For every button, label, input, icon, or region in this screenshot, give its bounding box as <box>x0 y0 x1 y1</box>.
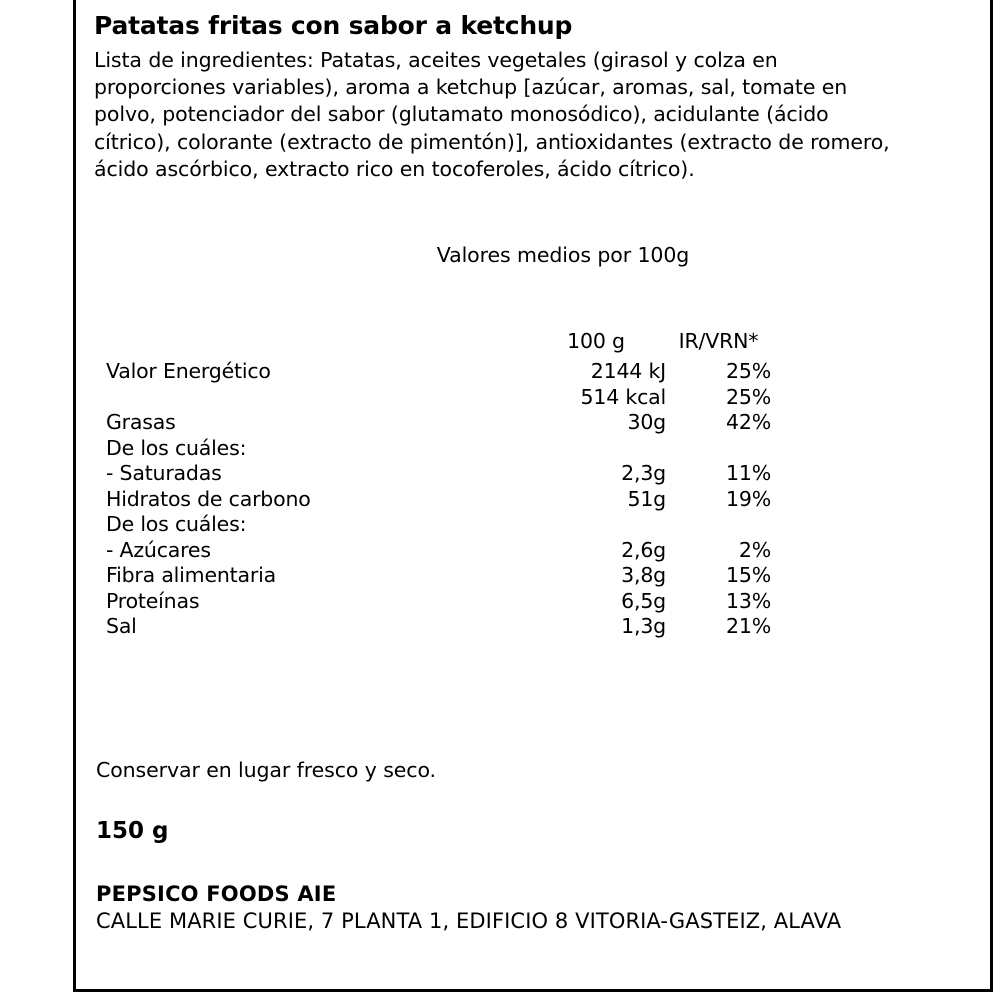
nutrient-name: Fibra alimentaria <box>106 563 276 587</box>
table-row <box>106 538 771 564</box>
nutrient-amount: 51g <box>627 486 666 511</box>
table-row <box>106 436 771 462</box>
nutrient-name: De los cuáles: <box>106 435 247 460</box>
nutrient-name: Proteínas <box>106 588 200 613</box>
table-row <box>106 589 771 615</box>
nutrient-percent: 13% <box>726 588 771 613</box>
nutrient-name: Hidratos de carbono <box>106 486 311 511</box>
header-nutrient <box>106 329 526 359</box>
nutrient-name: Sal <box>106 614 137 638</box>
table-row <box>106 359 771 385</box>
nutrient-percent: 42% <box>726 410 771 434</box>
nutrient-name: Valor Energético <box>106 359 271 383</box>
nutrient-percent <box>666 436 771 462</box>
page-title: Patatas fritas con sabor a ketchup <box>94 11 573 40</box>
nutrient-name: Grasas <box>106 410 176 434</box>
nutrient-percent <box>666 512 771 538</box>
net-weight: 150 g <box>96 817 169 844</box>
nutrient-percent: 11% <box>726 461 771 485</box>
nutrient-name <box>106 385 526 411</box>
table-row <box>106 461 771 487</box>
nutrient-amount: 514 kcal <box>580 384 666 409</box>
nutrient-amount: 2144 kJ <box>590 359 666 383</box>
nutrient-amount: 3,8g <box>621 563 666 587</box>
nutrient-percent: 15% <box>726 563 771 587</box>
average-values-heading: Valores medios por 100g <box>436 243 690 267</box>
nutrition-table-wrapper <box>94 329 972 640</box>
company-address: CALLE MARIE CURIE, 7 PLANTA 1, EDIFICIO 8 VITORIA-GASTEIZ, ALAVA <box>96 908 842 933</box>
nutrient-percent: 25% <box>726 384 771 409</box>
table-row <box>106 385 771 411</box>
nutrient-amount: 2,3g <box>621 461 666 485</box>
nutrient-name: - Saturadas <box>106 461 222 485</box>
table-row <box>106 614 771 640</box>
nutrient-percent: 25% <box>726 359 771 383</box>
nutrient-percent: 19% <box>726 486 771 511</box>
table-row <box>106 487 771 513</box>
ingredients-list: Lista de ingredientes: Patatas, aceites vegetales (girasol y colza en proporciones variables), aroma a ketchup [azúcar, aromas, sal, tomate en polvo, potenciador del sabor (glutamato monosódico), acidulante (ácido cítrico), colorante (extracto de pimentón)], antioxidantes (extracto de romero, ácido ascórbico, extracto rico en tocoferoles, ácido cítrico). <box>94 47 890 181</box>
nutrient-amount <box>526 512 666 538</box>
nutrient-percent: 21% <box>726 614 771 638</box>
table-row <box>106 563 771 589</box>
nutrient-amount <box>526 436 666 462</box>
nutrient-name: - Azúcares <box>106 537 211 562</box>
table-header-row <box>106 329 771 359</box>
header-amount: 100 g <box>567 329 625 353</box>
nutrient-amount: 1,3g <box>621 614 666 638</box>
storage-instructions: Conservar en lugar fresco y seco. <box>96 757 436 782</box>
table-row <box>106 410 771 436</box>
label-content <box>76 0 990 933</box>
company-name: PEPSICO FOODS AIE <box>96 881 337 906</box>
nutrient-amount: 2,6g <box>621 537 666 562</box>
nutrition-table-body <box>106 329 771 640</box>
nutrition-label-card <box>73 0 993 992</box>
nutrient-amount: 6,5g <box>621 588 666 613</box>
table-row <box>106 512 771 538</box>
nutrient-amount: 30g <box>627 410 666 434</box>
nutrient-percent: 2% <box>738 537 771 562</box>
header-percent: IR/VRN* <box>678 329 759 353</box>
nutrition-table <box>106 329 771 640</box>
nutrient-name: De los cuáles: <box>106 512 247 536</box>
